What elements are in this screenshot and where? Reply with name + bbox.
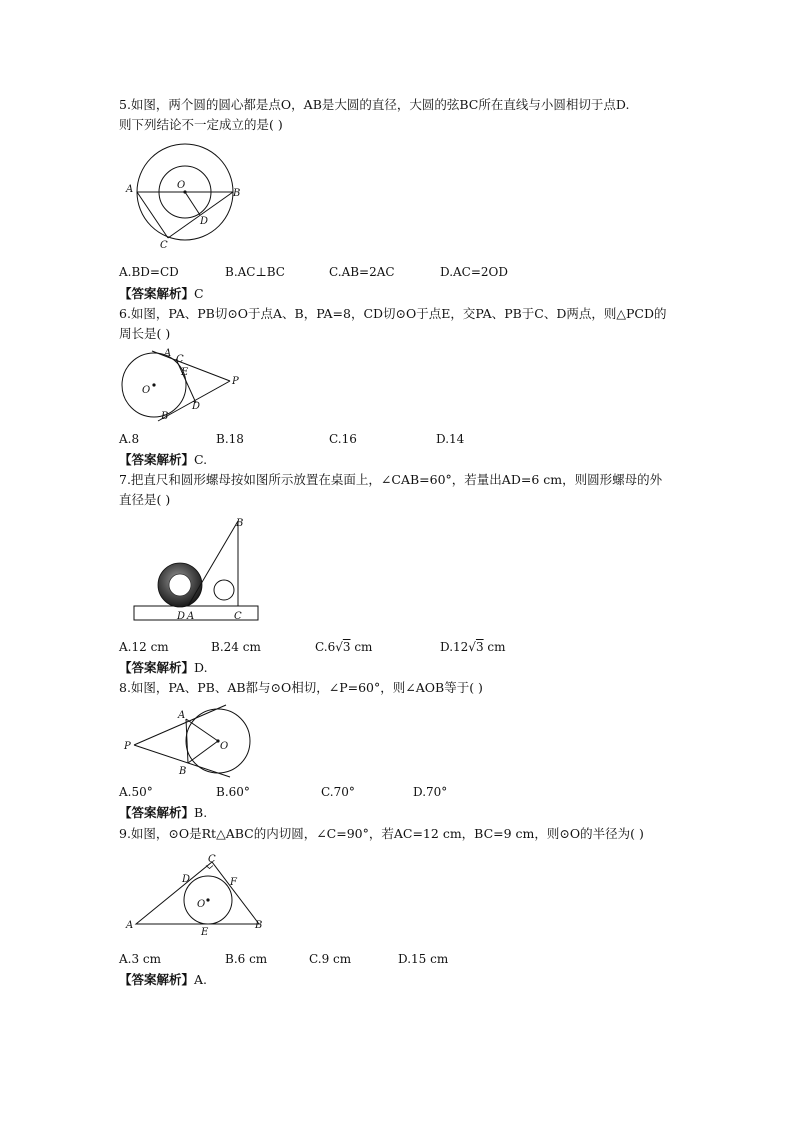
q6-option-b: B.18 bbox=[216, 432, 244, 446]
q6-option-a: A.8 bbox=[119, 432, 140, 446]
q5-label-o: O bbox=[177, 180, 186, 191]
q7-option-d-radicand: 3 bbox=[475, 640, 484, 654]
q9-label-d: D bbox=[182, 874, 191, 885]
q8-answer-value: B. bbox=[194, 805, 208, 820]
q7-option-d-sqrt-icon: √ bbox=[468, 640, 476, 654]
q6-answer-label: 【答案解析】 bbox=[119, 452, 195, 467]
q9-answer-label: 【答案解析】 bbox=[119, 972, 195, 987]
q6-option-d: D.14 bbox=[436, 432, 465, 446]
q7-answer bbox=[119, 659, 208, 677]
q9-label-c: C bbox=[208, 854, 216, 865]
q5-answer-value: C bbox=[194, 286, 204, 301]
q9-answer bbox=[119, 971, 207, 989]
q9-label-o: O bbox=[197, 899, 206, 910]
q9-answer-value: A. bbox=[194, 972, 208, 987]
q5-option-b: B.AC⊥BC bbox=[225, 265, 285, 279]
q8-answer bbox=[119, 804, 207, 822]
q6-figure bbox=[118, 345, 248, 425]
q8-figure bbox=[122, 703, 262, 783]
q5-stem-line1: 5.如图，两个圆的圆心都是点O，AB是大圆的直径，大圆的弦BC所在直线与小圆相切于点D. bbox=[119, 97, 630, 112]
q7-option-c-sqrt-icon: √ bbox=[335, 640, 343, 654]
q5-label-d: D bbox=[200, 216, 209, 227]
q7-option-d-unit: cm bbox=[483, 640, 506, 654]
q9-figure bbox=[124, 852, 269, 938]
q6-label-e: E bbox=[181, 367, 189, 378]
q6-answer bbox=[119, 451, 207, 469]
q8-label-o: O bbox=[220, 741, 229, 752]
q5-label-b: B bbox=[233, 188, 241, 199]
q5-option-d: D.AC=2OD bbox=[440, 265, 509, 279]
q9-label-b: B bbox=[255, 920, 263, 931]
q7-option-c-unit: cm bbox=[350, 640, 373, 654]
q6-label-p: P bbox=[232, 376, 239, 387]
q7-option-a: A.12 cm bbox=[119, 640, 169, 654]
q7-option-b: B.24 cm bbox=[211, 640, 261, 654]
q7-label-c: C bbox=[234, 611, 242, 622]
q9-label-a: A bbox=[126, 920, 134, 931]
q8-label-p: P bbox=[124, 741, 131, 752]
q9-stem-line1: 9.如图，⊙O是Rt△ABC的内切圆，∠C=90°，若AC=12 cm，BC=9 cm，则⊙O的半径为( ) bbox=[119, 826, 644, 841]
q5-figure bbox=[120, 142, 250, 252]
q5-label-c: C bbox=[160, 240, 168, 251]
q8-option-c: C.70° bbox=[321, 785, 355, 799]
q8-option-d: D.70° bbox=[413, 785, 448, 799]
q7-figure bbox=[130, 515, 270, 627]
q9-option-d: D.15 cm bbox=[398, 952, 449, 966]
q6-stem-line2: 周长是( ) bbox=[119, 326, 171, 341]
q7-option-c bbox=[315, 639, 372, 655]
q6-label-a: A bbox=[164, 348, 172, 359]
q7-label-d: D bbox=[177, 611, 186, 622]
q8-option-a: A.50° bbox=[119, 785, 153, 799]
q5-stem-line2: 则下列结论不一定成立的是( ) bbox=[119, 117, 283, 132]
q7-answer-label: 【答案解析】 bbox=[119, 660, 195, 675]
q7-label-b: B bbox=[236, 518, 244, 529]
q9-label-e: E bbox=[201, 927, 209, 938]
q5-label-a: A bbox=[126, 184, 134, 195]
q7-option-d bbox=[440, 639, 506, 655]
q9-option-b: B.6 cm bbox=[225, 952, 268, 966]
q6-stem-line1: 6.如图，PA、PB切⊙O于点A、B，PA=8，CD切⊙O于点E，交PA、PB于C、D两点，则△PCD的 bbox=[119, 306, 667, 321]
q6-label-o: O bbox=[142, 385, 151, 396]
q6-option-c: C.16 bbox=[329, 432, 357, 446]
q8-label-a: A bbox=[178, 710, 186, 721]
q8-option-b: B.60° bbox=[216, 785, 250, 799]
q7-answer-value: D. bbox=[194, 660, 208, 675]
q9-option-c: C.9 cm bbox=[309, 952, 352, 966]
q6-label-d: D bbox=[192, 401, 201, 412]
q8-answer-label: 【答案解析】 bbox=[119, 805, 195, 820]
q7-label-a: A bbox=[187, 611, 195, 622]
q6-label-b: B bbox=[161, 411, 169, 422]
q7-option-c-radicand: 3 bbox=[342, 640, 351, 654]
q8-label-b: B bbox=[179, 766, 187, 777]
q6-answer-value: C. bbox=[194, 452, 208, 467]
q5-option-a: A.BD=CD bbox=[119, 265, 179, 279]
q5-answer-label: 【答案解析】 bbox=[119, 286, 195, 301]
q5-option-c: C.AB=2AC bbox=[329, 265, 395, 279]
q6-label-c: C bbox=[176, 354, 184, 365]
q9-option-a: A.3 cm bbox=[119, 952, 162, 966]
q9-label-f: F bbox=[230, 877, 237, 888]
q8-stem-line1: 8.如图，PA、PB、AB都与⊙O相切，∠P=60°，则∠AOB等于( ) bbox=[119, 680, 483, 695]
q7-option-d-prefix: D.12 bbox=[440, 640, 469, 654]
q5-answer bbox=[119, 285, 204, 303]
q7-stem-line1: 7.把直尺和圆形螺母按如图所示放置在桌面上，∠CAB=60°，若量出AD=6 cm，则圆形螺母的外 bbox=[119, 472, 663, 487]
q7-option-c-prefix: C.6 bbox=[315, 640, 336, 654]
q7-stem-line2: 直径是( ) bbox=[119, 492, 171, 507]
